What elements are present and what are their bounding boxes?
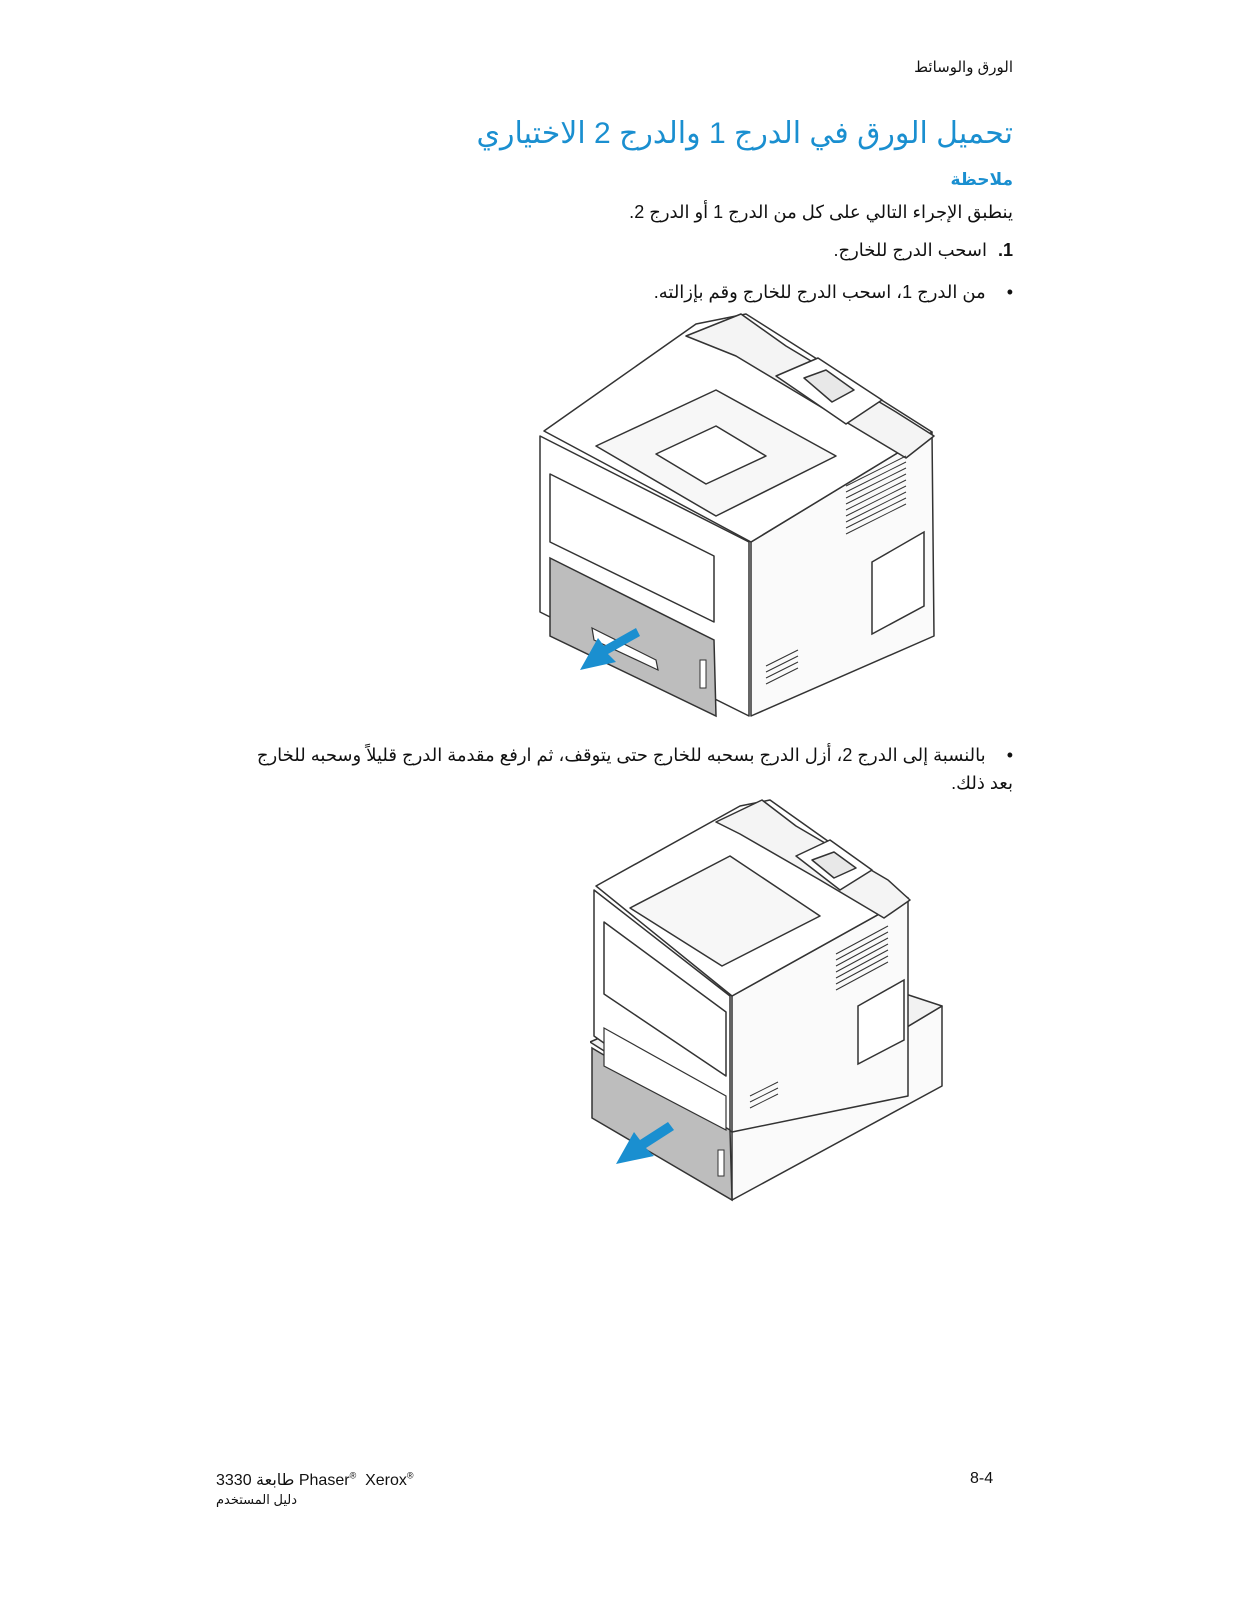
step-1 (833, 240, 1013, 261)
note-text: ينطبق الإجراء التالي على كل من الدرج 1 أو الدرج 2. (629, 202, 1013, 222)
bullet-item-1 (654, 282, 1013, 303)
bullet-icon: • (1006, 745, 1013, 765)
footer-product (216, 1470, 414, 1508)
registered-icon: ® (349, 1470, 357, 1481)
footer-product-word: Phaser (298, 1472, 350, 1489)
registered-icon: ® (406, 1470, 414, 1481)
footer-model: 3330 طابعة (216, 1472, 295, 1489)
bullet-icon: • (1006, 282, 1013, 302)
printer-tray1-illustration (536, 306, 946, 720)
step-1-text: اسحب الدرج للخارج. (833, 240, 987, 260)
bullet-2-text: بالنسبة إلى الدرج 2، أزل الدرج بسحبه للخارج حتى يتوقف، ثم ارفع مقدمة الدرج قليلاً وسحبه للخارج بعد ذلك. (256, 745, 1013, 793)
footer-brand: Xerox (365, 1472, 407, 1489)
bullet-item-2 (243, 741, 1013, 797)
bullet-1-text: من الدرج 1، اسحب الدرج للخارج وقم بإزالته. (653, 282, 986, 302)
step-1-number: 1. (997, 240, 1013, 260)
printer-tray2-illustration (590, 796, 946, 1204)
header-section-title: الورق والوسائط (914, 59, 1013, 76)
footer-guide: دليل المستخدم (216, 1492, 298, 1507)
page-number: 8-4 (970, 1470, 994, 1487)
note-heading: ملاحظة (950, 170, 1013, 189)
page-title: تحميل الورق في الدرج 1 والدرج 2 الاختياري (476, 117, 1013, 150)
